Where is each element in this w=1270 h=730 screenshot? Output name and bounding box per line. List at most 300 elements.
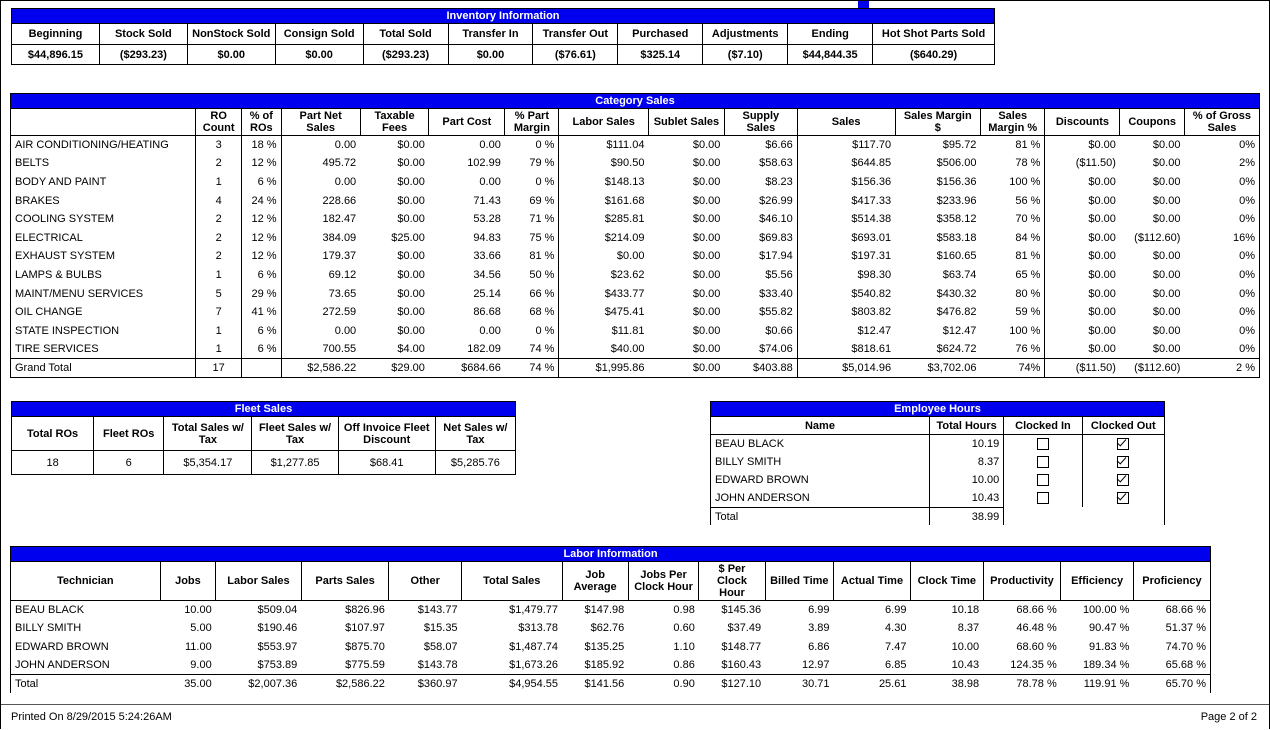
clocked-in-checkbox[interactable]: [1037, 492, 1049, 504]
category-row-label: EXHAUST SYSTEM: [11, 247, 196, 266]
labor-row-cell: 10.00: [951, 640, 980, 653]
table-row: [711, 453, 1165, 471]
category-total-cell: ($112.60): [1120, 359, 1185, 378]
category-row-cell: 56 %: [980, 191, 1045, 210]
category-row-cell: $475.41: [559, 303, 649, 322]
labor-row-cell: $37.49: [727, 622, 762, 635]
category-row-cell: 0%: [1184, 173, 1259, 192]
labor-row-cell: 90.47 %: [1089, 622, 1130, 635]
category-row-cell: 0 %: [505, 321, 559, 340]
category-row-cell: $540.82: [797, 284, 895, 303]
labor-row-cell: 6.86: [808, 640, 830, 653]
category-row-cell: 41 %: [242, 303, 282, 322]
category-row-cell: $117.70: [797, 136, 895, 155]
inventory-col-hot-shot-parts-sold: Hot Shot Parts Sold: [873, 24, 995, 45]
category-row-cell: 0.00: [281, 136, 360, 155]
table-row: [711, 489, 1165, 507]
labor-technician-name: EDWARD BROWN: [11, 638, 161, 657]
employee-total-hours: 8.37: [929, 453, 1003, 471]
clocked-in-checkbox[interactable]: [1037, 438, 1049, 450]
fleet-value-row: [12, 451, 516, 475]
category-row-cell: 2: [196, 154, 242, 173]
category-row-cell: $0.00: [1152, 139, 1181, 152]
category-row-label: MAINT/MENU SERVICES: [11, 284, 196, 303]
labor-total-cell: 119.91 %: [1061, 675, 1134, 694]
employee-total-hours: 10.19: [929, 435, 1003, 453]
category-row-cell: 81 %: [980, 247, 1045, 266]
category-row-cell: 50 %: [505, 266, 559, 285]
employee-clocked-in-checkbox-cell: [1004, 453, 1082, 471]
table-row: [711, 435, 1165, 453]
inventory-col-ending: Ending: [788, 24, 873, 45]
table-row: [11, 191, 1260, 210]
clocked-out-checkbox[interactable]: [1117, 474, 1129, 486]
category-row-cell: $26.99: [724, 191, 797, 210]
labor-row-cell: 11.00: [185, 640, 212, 653]
category-header-row: [11, 109, 1260, 136]
labor-row-cell: $145.36: [721, 604, 762, 616]
category-row-cell: $95.72: [942, 139, 977, 152]
category-row-cell: $0.00: [1152, 250, 1181, 263]
category-row-cell: 182.47: [281, 210, 360, 229]
labor-technician-name: JOHN ANDERSON: [11, 656, 161, 675]
category-row-cell: $818.61: [797, 340, 895, 359]
employee-clocked-in-checkbox-cell: [1004, 489, 1082, 507]
labor-col-other: Other: [389, 562, 462, 601]
category-row-cell: $0.00: [397, 268, 425, 281]
category-total-cell: 2 %: [1184, 359, 1259, 378]
labor-total-cell: 38.98: [910, 675, 983, 694]
category-row-cell: $63.74: [942, 268, 977, 281]
category-row-cell: 79 %: [505, 154, 559, 173]
category-col-sales-margin-pct: Sales Margin %: [980, 109, 1045, 136]
category-row-label: TIRE SERVICES: [11, 340, 196, 359]
inventory-value-nonstock-sold: $0.00: [187, 45, 275, 65]
category-row-label: COOLING SYSTEM: [11, 210, 196, 229]
labor-row-cell: 1.10: [673, 640, 695, 653]
category-row-cell: 29 %: [242, 284, 282, 303]
category-row-cell: 16%: [1184, 228, 1259, 247]
page-number-text: Page 2 of 2: [1200, 711, 1257, 723]
category-row-cell: 81 %: [505, 247, 559, 266]
employee-clocked-in-checkbox-cell: [1004, 435, 1082, 453]
labor-total-cell: 65.70 %: [1133, 675, 1210, 694]
category-row-cell: $148.13: [559, 173, 649, 192]
labor-row-cell: 6.99: [885, 604, 907, 616]
category-row-cell: 7: [196, 303, 242, 322]
category-row-label: AIR CONDITIONING/HEATING: [11, 136, 196, 155]
category-row-cell: $0.00: [1045, 284, 1120, 303]
category-row-cell: $0.00: [1045, 228, 1120, 247]
category-row-cell: 12 %: [242, 228, 282, 247]
category-row-cell: 25.14: [473, 287, 501, 300]
labor-row-cell: $875.70: [345, 640, 385, 653]
inventory-value-beginning: $44,896.15: [12, 45, 100, 65]
inventory-col-nonstock-sold: NonStock Sold: [187, 24, 275, 45]
clocked-out-checkbox[interactable]: [1117, 438, 1129, 450]
category-row-cell: $0.00: [397, 194, 425, 207]
labor-row-cell: $1,487.74: [509, 640, 559, 653]
category-row-cell: $0.00: [397, 250, 425, 263]
category-row-cell: $0.00: [1045, 247, 1120, 266]
labor-col-total-sales: Total Sales: [462, 562, 562, 601]
category-row-cell: $0.00: [1045, 173, 1120, 192]
labor-row-cell: 8.37: [957, 622, 980, 635]
labor-total-cell: 78.78 %: [983, 675, 1061, 694]
category-col-sales: Sales: [797, 109, 895, 136]
category-col-ro-count: RO Count: [196, 109, 242, 136]
category-row-cell: $12.47: [797, 321, 895, 340]
labor-col-actual-time: Actual Time: [834, 562, 911, 601]
table-row: [11, 154, 1260, 173]
category-row-cell: $0.00: [1152, 175, 1181, 188]
fleet-sales-section: [11, 401, 516, 475]
category-row-cell: $0.00: [1152, 268, 1181, 281]
category-row-label: ELECTRICAL: [11, 228, 196, 247]
table-row: [11, 266, 1260, 285]
category-row-cell: $514.38: [797, 210, 895, 229]
category-row-cell: $0.00: [1152, 157, 1181, 170]
category-row-cell: $0.00: [1152, 343, 1181, 356]
category-row-cell: $0.00: [1045, 266, 1120, 285]
inventory-col-transfer-out: Transfer Out: [533, 24, 618, 45]
category-row-cell: 1: [196, 340, 242, 359]
labor-total-cell: 35.00: [160, 675, 216, 694]
fleet-header-row: [12, 417, 516, 451]
category-row-cell: $0.00: [397, 157, 425, 170]
labor-technician-name: BEAU BLACK: [11, 601, 161, 620]
category-row-cell: 0 %: [505, 136, 559, 155]
employee-col-clocked-in: Clocked In: [1004, 417, 1082, 435]
category-row-cell: $624.72: [936, 343, 977, 356]
labor-row-cell: $135.25: [584, 640, 625, 653]
labor-row-cell: $826.96: [345, 604, 385, 616]
category-row-cell: 1: [196, 321, 242, 340]
category-row-cell: 24 %: [242, 191, 282, 210]
labor-col-jobs-per-clock-hour: Jobs Per Clock Hour: [628, 562, 699, 601]
inventory-col-total-sold: Total Sold: [363, 24, 448, 45]
labor-row-cell: $190.46: [257, 622, 298, 635]
labor-total-cell: 25.61: [834, 675, 911, 694]
category-col-labor-sales: Labor Sales: [559, 109, 649, 136]
category-sales-title: Category Sales: [10, 93, 1260, 108]
category-row-cell: $8.23: [724, 173, 797, 192]
category-col-pct-part-margin: % Part Margin: [505, 109, 559, 136]
category-row-cell: $69.83: [724, 228, 797, 247]
employee-name: BILLY SMITH: [711, 453, 930, 471]
labor-total-cell: $2,007.36: [216, 675, 302, 694]
labor-row-cell: $58.07: [423, 640, 458, 653]
category-row-cell: 6 %: [242, 321, 282, 340]
fleet-col-net-sales-w-tax: Net Sales w/ Tax: [435, 417, 515, 451]
table-row: [11, 136, 1260, 155]
category-row-cell: $417.33: [797, 191, 895, 210]
labor-row-cell: 9.00: [190, 659, 212, 671]
labor-row-cell: 124.35 %: [1010, 659, 1057, 671]
category-total-cell: [242, 359, 282, 378]
category-row-cell: 53.28: [473, 213, 501, 226]
category-row-cell: $0.00: [1045, 191, 1120, 210]
fleet-sales-title: Fleet Sales: [11, 401, 516, 416]
category-col-supply-sales: Supply Sales: [724, 109, 797, 136]
category-row-cell: $583.18: [936, 231, 977, 244]
labor-row-cell: 91.83 %: [1089, 640, 1130, 653]
inventory-value-adjustments: ($7.10): [703, 45, 788, 65]
inventory-value-row: [12, 45, 995, 65]
category-row-cell: 0 %: [505, 173, 559, 192]
labor-row-cell: 65.68 %: [1133, 656, 1210, 675]
employee-total-row: [711, 507, 1165, 525]
labor-row-cell: $753.89: [257, 659, 298, 671]
table-row: [11, 210, 1260, 229]
inventory-value-stock-sold: ($293.23): [99, 45, 187, 65]
employee-col-clocked-out: Clocked Out: [1082, 417, 1164, 435]
category-row-cell: $17.94: [724, 247, 797, 266]
category-row-cell: 0%: [1184, 284, 1259, 303]
category-row-cell: $4.00: [397, 343, 425, 356]
labor-row-cell: 4.30: [885, 622, 907, 635]
labor-row-cell: 0.86: [673, 659, 695, 671]
labor-total-cell: $127.10: [699, 675, 765, 694]
labor-col-proficiency: Proficiency: [1133, 562, 1210, 601]
employee-header-row: [711, 417, 1165, 435]
category-total-cell: $403.88: [724, 359, 797, 378]
fleet-value-total-sales-w-tax: $5,354.17: [164, 451, 252, 475]
labor-row-cell: $553.97: [257, 640, 298, 653]
category-row-cell: $0.00: [1045, 210, 1120, 229]
labor-row-cell: $143.77: [417, 604, 458, 616]
table-row: [11, 228, 1260, 247]
labor-col-billed-time: Billed Time: [765, 562, 833, 601]
category-row-cell: $58.63: [724, 154, 797, 173]
category-row-cell: 18 %: [242, 136, 282, 155]
labor-row-cell: $775.59: [345, 659, 385, 671]
category-row-cell: 2: [196, 247, 242, 266]
header-band-extension: [858, 1, 869, 8]
employee-name: EDWARD BROWN: [711, 471, 930, 489]
category-row-cell: 2%: [1184, 154, 1259, 173]
labor-row-cell: $1,479.77: [509, 604, 559, 616]
table-row: [11, 340, 1260, 359]
category-row-cell: $5.56: [724, 266, 797, 285]
labor-row-cell: $62.76: [590, 622, 625, 635]
category-row-cell: 1: [196, 173, 242, 192]
labor-col-jobs: Jobs: [160, 562, 216, 601]
employee-clocked-out-checkbox-cell: [1082, 471, 1164, 489]
category-row-cell: 0.00: [281, 321, 360, 340]
employee-total-label: Total: [711, 507, 930, 525]
category-row-cell: $0.00: [397, 139, 425, 152]
clocked-in-checkbox[interactable]: [1037, 456, 1049, 468]
category-col-pct-gross-sales: % of Gross Sales: [1184, 109, 1259, 136]
labor-col-labor-sales: Labor Sales: [216, 562, 302, 601]
category-row-cell: 59 %: [980, 303, 1045, 322]
category-col-taxable-fees: Taxable Fees: [360, 109, 429, 136]
category-row-cell: $74.06: [724, 340, 797, 359]
category-col-sales-margin-dollars: Sales Margin $: [895, 109, 980, 136]
category-total-cell: 74 %: [505, 359, 559, 378]
category-row-cell: 179.37: [281, 247, 360, 266]
inventory-title: Inventory Information: [11, 8, 995, 23]
category-row-cell: 228.66: [281, 191, 360, 210]
category-row-cell: ($11.50): [1045, 154, 1120, 173]
table-row: [711, 471, 1165, 489]
labor-col-technician: Technician: [11, 562, 161, 601]
category-row-cell: 74 %: [505, 340, 559, 359]
category-row-cell: $358.12: [936, 213, 977, 226]
clocked-in-checkbox[interactable]: [1037, 474, 1049, 486]
category-row-cell: $160.65: [936, 250, 977, 263]
labor-total-row: [11, 675, 1211, 694]
category-col-discounts: Discounts: [1045, 109, 1120, 136]
category-row-cell: $0.66: [724, 321, 797, 340]
category-row-cell: 2: [196, 210, 242, 229]
category-total-cell: $0.00: [648, 359, 724, 378]
labor-row-cell: 10.43: [951, 659, 980, 671]
category-row-cell: $25.00: [391, 231, 425, 244]
category-row-cell: $0.00: [692, 213, 721, 226]
employee-clocked-out-checkbox-cell: [1082, 489, 1164, 507]
category-row-cell: $0.00: [692, 268, 721, 281]
category-row-cell: $644.85: [797, 154, 895, 173]
category-row-cell: 182.09: [467, 343, 501, 356]
category-row-cell: 34.56: [473, 268, 501, 281]
category-col-name: [11, 109, 196, 136]
employee-name: JOHN ANDERSON: [711, 489, 930, 507]
category-row-label: STATE INSPECTION: [11, 321, 196, 340]
labor-total-cell: $4,954.55: [462, 675, 562, 694]
labor-row-cell: 68.66 %: [1133, 601, 1210, 620]
labor-row-cell: 7.47: [885, 640, 907, 653]
fleet-col-total-sales-w-tax: Total Sales w/ Tax: [164, 417, 252, 451]
category-row-cell: 12 %: [242, 154, 282, 173]
category-row-cell: 86.68: [473, 306, 501, 319]
inventory-value-transfer-out: ($76.61): [533, 45, 618, 65]
category-row-cell: $161.68: [559, 191, 649, 210]
category-row-cell: 69 %: [505, 191, 559, 210]
labor-row-cell: $185.92: [584, 659, 625, 671]
inventory-value-transfer-in: $0.00: [448, 45, 533, 65]
category-row-cell: 0.00: [479, 175, 501, 188]
clocked-out-checkbox[interactable]: [1117, 456, 1129, 468]
labor-col-efficiency: Efficiency: [1061, 562, 1134, 601]
category-row-cell: $0.00: [692, 139, 721, 152]
category-total-cell: ($11.50): [1045, 359, 1120, 378]
category-row-cell: 12 %: [242, 210, 282, 229]
category-row-cell: $90.50: [559, 154, 649, 173]
labor-information-table: [10, 561, 1211, 693]
category-row-cell: 0%: [1184, 303, 1259, 322]
category-row-cell: $803.82: [797, 303, 895, 322]
inventory-col-consign-sold: Consign Sold: [275, 24, 363, 45]
category-row-cell: $0.00: [397, 306, 425, 319]
category-col-part-net-sales: Part Net Sales: [281, 109, 360, 136]
category-sales-table: [10, 108, 1260, 378]
inventory-value-purchased: $325.14: [618, 45, 703, 65]
inventory-value-hot-shot-parts-sold: ($640.29): [873, 45, 995, 65]
category-row-cell: 384.09: [281, 228, 360, 247]
labor-row-cell: 46.48 %: [1016, 622, 1057, 635]
category-row-cell: $0.00: [397, 175, 425, 188]
category-row-cell: 102.99: [467, 157, 501, 170]
employee-col-total-hours: Total Hours: [929, 417, 1003, 435]
inventory-value-ending: $44,844.35: [788, 45, 873, 65]
inventory-col-adjustments: Adjustments: [703, 24, 788, 45]
employee-total-spacer-out: [1082, 507, 1164, 525]
fleet-sales-table: [11, 416, 516, 475]
fleet-col-fleet-sales-w-tax: Fleet Sales w/ Tax: [252, 417, 338, 451]
labor-row-cell: 12.97: [801, 659, 830, 671]
category-row-cell: 84 %: [980, 228, 1045, 247]
category-row-cell: $693.01: [797, 228, 895, 247]
category-row-cell: $0.00: [1152, 306, 1181, 319]
inventory-col-beginning: Beginning: [12, 24, 100, 45]
category-row-cell: $12.47: [942, 324, 977, 337]
category-row-cell: $233.96: [936, 194, 977, 207]
category-row-cell: $156.36: [936, 175, 977, 188]
category-row-label: OIL CHANGE: [11, 303, 196, 322]
category-row-cell: $33.40: [724, 284, 797, 303]
fleet-value-total-ros: 18: [12, 451, 94, 475]
fleet-value-fleet-ros: 6: [94, 451, 164, 475]
inventory-value-consign-sold: $0.00: [275, 45, 363, 65]
category-row-cell: 272.59: [281, 303, 360, 322]
category-col-sublet-sales: Sublet Sales: [648, 109, 724, 136]
category-row-cell: $0.00: [1152, 213, 1181, 226]
labor-row-cell: 0.60: [673, 622, 695, 635]
category-row-cell: 12 %: [242, 247, 282, 266]
labor-row-cell: 5.00: [190, 622, 212, 635]
category-row-cell: 0.00: [479, 324, 501, 337]
labor-row-cell: 189.34 %: [1082, 659, 1130, 671]
category-row-cell: $476.82: [936, 306, 977, 319]
category-row-label: BRAKES: [11, 191, 196, 210]
clocked-out-checkbox[interactable]: [1117, 492, 1129, 504]
category-row-cell: 65 %: [980, 266, 1045, 285]
fleet-value-fleet-sales-w-tax: $1,277.85: [252, 451, 338, 475]
labor-row-cell: 10.00: [184, 604, 212, 616]
printed-on-text: Printed On 8/29/2015 5:24:26AM: [11, 711, 172, 723]
labor-col-productivity: Productivity: [983, 562, 1061, 601]
employee-hours-section: [710, 401, 1165, 525]
employee-clocked-out-checkbox-cell: [1082, 435, 1164, 453]
category-row-cell: 75 %: [505, 228, 559, 247]
inventory-information-section: [11, 8, 995, 65]
category-row-cell: 0%: [1184, 247, 1259, 266]
inventory-value-total-sold: ($293.23): [363, 45, 448, 65]
labor-row-cell: $1,673.26: [509, 659, 559, 671]
employee-clocked-out-checkbox-cell: [1082, 453, 1164, 471]
category-row-cell: 6 %: [242, 173, 282, 192]
labor-total-cell: 30.71: [765, 675, 833, 694]
labor-information-title: Labor Information: [10, 546, 1211, 561]
labor-row-cell: $143.78: [417, 659, 458, 671]
employee-clocked-in-checkbox-cell: [1004, 471, 1082, 489]
category-row-cell: $111.04: [559, 136, 649, 155]
category-row-cell: $0.00: [1152, 324, 1181, 337]
category-row-cell: $0.00: [692, 306, 721, 319]
inventory-table: [11, 23, 995, 65]
category-total-cell: $1,995.86: [559, 359, 649, 378]
employee-total-hours: 10.43: [929, 489, 1003, 507]
labor-row-cell: 68.66 %: [1016, 604, 1057, 616]
category-total-cell: $684.66: [429, 359, 505, 378]
category-row-cell: 0%: [1184, 191, 1259, 210]
fleet-value-off-invoice-fleet-discount: $68.41: [338, 451, 435, 475]
table-row: [11, 303, 1260, 322]
employee-name: BEAU BLACK: [711, 435, 930, 453]
category-row-cell: 76 %: [980, 340, 1045, 359]
